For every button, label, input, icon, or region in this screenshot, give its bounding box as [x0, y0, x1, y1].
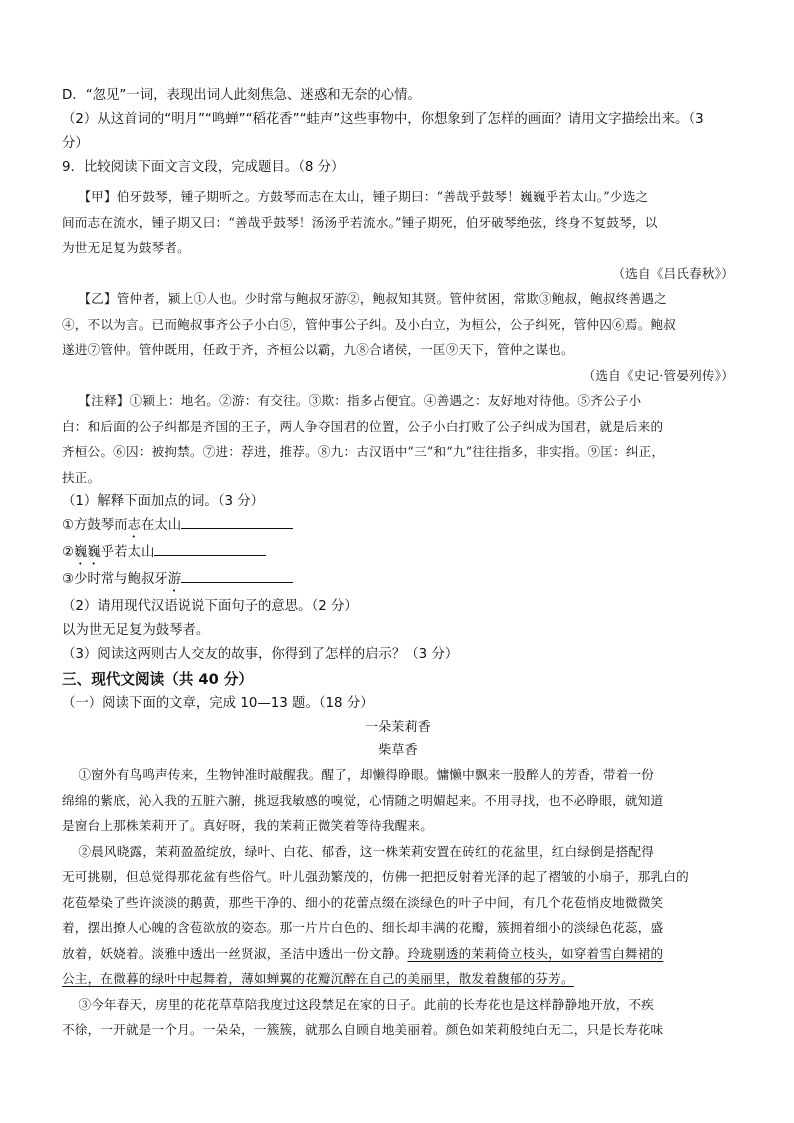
article-line	[62, 941, 734, 967]
note-line: 白：和后面的公子纠都是齐国的王子，两人争夺国君的位置，公子小白打败了公子纠成为国君，就是后来的	[62, 418, 664, 434]
item-text: 乎若太山	[100, 545, 155, 560]
article-text: 放着，妖娆着。淡雅中透出一丝贤淑，圣洁中透出一份文静。	[62, 945, 408, 961]
article-line: 花苞晕染了些许淡淡的鹅黄，那些干净的、细小的花蕾点缀在淡绿色的叶子中间，有几个花苞悄皮地微微笑	[62, 894, 664, 910]
answer-blank[interactable]	[181, 514, 293, 529]
article-line: 是窗台上那株茉莉开了。真好呀，我的茉莉正微笑着等待我醒来。	[62, 818, 434, 833]
item-text: ③少时常与鲍叔牙	[62, 572, 168, 587]
q8-option-d: D．“忽见”一词，表现出词人此刻焦急、迷惑和无奈的心情。	[62, 88, 421, 103]
q9-sub2: （2）请用现代汉语说说下面句子的意思。（2 分）	[62, 599, 358, 614]
q9-item2	[62, 541, 734, 568]
jia-line: 【甲】伯牙鼓琴，锺子期听之。方鼓琴而志在太山，锺子期曰：“善哉乎鼓琴！巍巍乎若太山。”少选之	[78, 189, 649, 204]
article-line	[62, 966, 734, 992]
article-line: 绵绵的紫底，沁入我的五脏六腑，挑逗我敏感的嗅觉，心情随之明媚起来。不用寻找，也不必睁眼，就知道	[62, 792, 664, 808]
passage-yi	[62, 286, 734, 388]
yi-line: 遂进⑦管仲。管仲既用，任政于齐，齐桓公以霸，九⑧合诸侯，一匡⑨天下，管仲之谋也。	[62, 342, 574, 357]
dotted-word: 巍巍	[74, 545, 101, 560]
article-title: 一朵茉莉香	[364, 720, 431, 735]
part1-stem: （一）阅读下面的文章，完成 10—13 题。（18 分）	[62, 696, 374, 711]
article-line: 不徐，一开就是一个月。一朵朵，一簇簇，就那么自顾自地美丽着。颜色如茉莉般纯白无二，只是长寿花味	[62, 1022, 664, 1037]
underlined-sentence: 玲珑剔透的茉莉倚立枝头，如穿着雪白舞裙的	[407, 945, 664, 961]
passage-jia	[62, 184, 734, 286]
q9-sentence: 以为世无足复为鼓琴者。	[62, 623, 210, 638]
article-line: 着，摆出撩人心魄的含苞欲放的姿态。那一片片白色的、细长却丰满的花瓣，簇拥着细小的淡绿色花蕊，盛	[62, 920, 664, 935]
q9-sub3: （3）阅读这两则古人交友的故事，你得到了怎样的启示？（3 分）	[62, 647, 459, 662]
yi-line: ④，不以为言。已而鲍叔事齐公子小白⑤，管仲事公子纠。及小白立，为桓公，公子纠死，管仲囚⑥焉。鲍叔	[62, 316, 677, 332]
article-line: ③今年春天，房里的花花草草陪我度过这段禁足在家的日子。此前的长寿花也是这样静静地开放，不疾	[78, 996, 655, 1012]
note-line: 【注释】①颍上：地名。②游：有交往。③欺：指多占便宜。④善遇之：友好地对待他。⑤齐公子小	[78, 393, 642, 408]
article-line: ②晨风晓露，茉莉盈盈绽放，绿叶、白花、郁香，这一株茉莉安置在砖红的花盆里，红白绿倒是搭配得	[78, 843, 655, 859]
article-body	[62, 762, 734, 1043]
annotations	[62, 388, 734, 490]
article-line: 无可挑剔，但总觉得那花盆有些俗气。叶儿强劲繁茂的，仿佛一把把反射着光泽的起了褶皱的小扇子，那乳白的	[62, 869, 689, 884]
yi-line: 【乙】管仲者，颍上①人也。少时常与鲍叔牙游②，鲍叔知其贤。管仲贫困，常欺③鲍叔，鲍叔终善遇之	[78, 291, 667, 306]
note-line: 齐桓公。⑥囚：被拘禁。⑦进：荐进，推荐。⑧九：古汉语中“三”和“九”往往指多，非实指。⑨匡：纠正，	[62, 444, 665, 459]
underlined-sentence: 公主，在微暮的绿叶中起舞着，	[62, 971, 242, 986]
item-text: ②	[62, 545, 75, 560]
answer-blank[interactable]	[154, 541, 266, 556]
item-text: ①方鼓琴而	[62, 518, 128, 533]
q9-item3	[62, 568, 734, 595]
article-author: 柴草香	[378, 743, 418, 758]
jia-line: 间而志在流水，锺子期又曰：“善哉乎鼓琴！汤汤乎若流水。”锺子期死，伯牙破琴绝弦，终身不复鼓琴，以	[62, 214, 658, 230]
note-line: 扶正。	[62, 469, 101, 485]
section-heading: 三、现代文阅读（共 40 分）	[62, 671, 254, 688]
q8-sub2-line2: 分）	[62, 136, 89, 151]
q9-sub1: （1）解释下面加点的词。（3 分）	[62, 494, 265, 509]
yi-source: （选自《史记·管晏列传》）	[582, 367, 734, 383]
dotted-word: 游	[167, 572, 182, 587]
dotted-word: 志	[127, 518, 141, 533]
jia-source: （选自《吕氏春秋》）	[612, 265, 734, 281]
q9-item1	[62, 514, 734, 541]
q8-sub2-line1: （2）从这首词的“明月”“鸣蝉”“稻花香”“蛙声”这些事物中，你想象到了怎样的画面？请用文字描绘出来。（3	[62, 112, 704, 127]
article-line: ①窗外有鸟鸣声传来，生物钟准时敲醒我。醒了，却懒得睁眼。慵懒中飘来一股醉人的芳香，带着一份	[78, 767, 655, 782]
underlined-sentence: 薄如蝉翼的花瓣沉醉在自己的美丽里，散发着馥郁的芬芳。	[241, 971, 574, 986]
exam-page	[62, 84, 734, 1043]
jia-line: 为世无足复为鼓琴者。	[62, 240, 190, 255]
item-text: 在太山	[140, 518, 182, 533]
answer-blank[interactable]	[181, 568, 293, 583]
q9-stem: 9．比较阅读下面文言文段，完成题目。（8 分）	[62, 160, 345, 175]
